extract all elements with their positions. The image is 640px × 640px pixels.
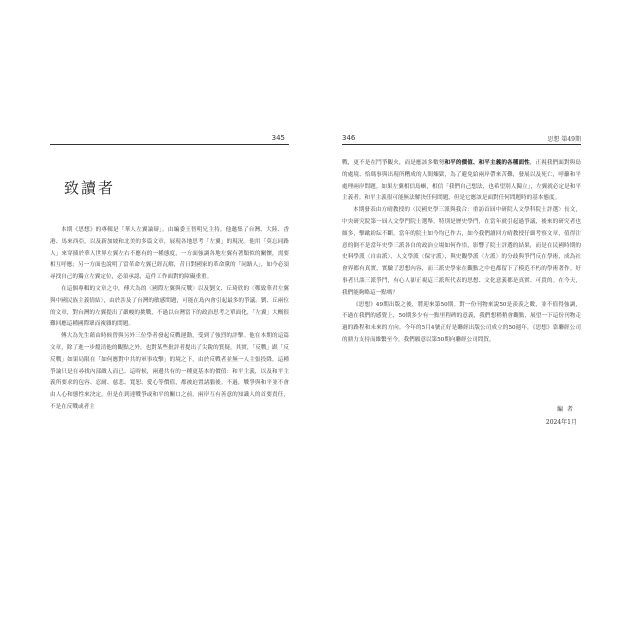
page-title: 致讀者 <box>64 179 116 197</box>
page-number-right: 346 <box>342 134 356 142</box>
running-head: 思想 第49期 <box>547 136 581 143</box>
signature-date: 2024年1月 <box>545 419 577 426</box>
left-page <box>50 134 289 464</box>
paragraph: 本期《思想》的專輯是「華人左翼論辯」，由編委王智明兄主持。他邀集了台灣、大陸、香港、馬來西亞，以及新加坡和北美的多篇文章，展現各地思考「左翼」的現況。他用「莫忘同路人」來穿插於華人世界左翼左右不應有的一種態度，一方面強調各地左翼有著類似的關懷，需要相互呼應；另一方面也說明了當革命左翼已經瓦解，昔日對國家的革命黨的「同路人」，如今必須尋找自己的獨立左翼定位，必須承認，這件工作面對的障礙重重。 <box>50 227 289 281</box>
paragraph: 《思想》49期出版之後，將迎來第50期。對一份刊物來說50是羨羨之數，並不值得強調，不過在我們的感覺上，50期多少有一點里程碑的意義，我們想稍稍會觀點，展望一下這份刊物走過的路程和未來的方向。今年的5月4號正好是聯經出版公司成立的50週年，《思想》靠聯經公司的鼎力支持而維繫至今，我們願意以第50期向聯經公司問賀。 <box>342 301 581 343</box>
paragraph: 傅大為先生藉由時候曾與另外三位學者發起反戰運動，受到了強烈的評擊。他在本期的這篇文章，除了進一步釐清他的觀點之外，也對某些批評者提出了尖銳的質疑。其實，「反戰」跟「反反戰」如果局限在「如何應對中共的軍事攻擊」的境之下，由於反戰者並無一人主張投降，這種爭論只是在尋找內部敵人而已。這時候，兩邊共有的一種更基本的價值：和平主義，以及和平主義所要求的包容、忍耐、慈悲、寬恕、愛心等價值，都被迫置諸腦後。不過，戰爭與和平並不會由人心和態性來決定。但是在到達戰爭或和平的關口之前，兩岸互有善意的知識人的首要責任，不是在反戰或者主 <box>50 333 289 410</box>
header-rule-right <box>342 144 581 145</box>
paragraph-text: ，正視我們面對與島的處境、恰瑪事與出現所糟成的人間煉獄，為了避免給兩岸帶來苦難，發展以及死亡，呼籲和平處理兩岸問題。如果左翼相信島嶼，相信「我們自己想法，也希望別人獨立」，左翼就必定是和平主義者。和平主義很可能無法解決任何問題，但是它應該是面對任何問題時的基本態度。 <box>342 160 581 202</box>
paragraph: 在這個專輯的文章之中，傅大為的〈國際左翼與反戰〉以及劉文、丘琦欣的〈鄭致華君左翼與中國民族主義情結〉，由於涉及了台灣的敏感問題，可能在島內會引起最多的爭議。劉、丘兩位的文章，對台灣的左翼提出了嚴峻的挑戰，不過以台灣當下的政治思考之單面化，「左翼」大概很難回應這種國際眾而複雜的問題。 <box>50 285 289 328</box>
page-number-left: 345 <box>271 134 285 142</box>
header-rule-left <box>50 144 289 145</box>
paragraph <box>342 158 581 205</box>
bold-emphasis: 和平的價值、和平主義的各種面性 <box>444 160 530 166</box>
signature: 編者 <box>556 406 577 413</box>
left-body-text <box>50 225 289 414</box>
right-page <box>342 134 581 464</box>
right-body-text <box>342 158 581 347</box>
paragraph-text: 戰，更不是在鬥爭觀火，而是應該多數努 <box>342 160 445 166</box>
paragraph: 本期發表由方晴教授的〈民國史學三派與我合：重訪首屆中研院人文學科院士評選〉長文，中央研究院第一屆人文學門院士選舉，特別是歷史學門，在當年就引起過爭議，後來的研究者也頗多，擊歐紛紜不斷。當年的院士如今均已作古，如今我們讀回方晴教授仔細考察文章，值得注意的倒不是當年史學三派各自的政治立場如何作祟，影響了院士評選的結果，而是在民國時期的史料學派〈自由派〉、人文學派〈保守派〉，與史觀學派〈左派〉的分歧與爭鬥反在學術，成為社會界都有真實，實驗了思想內容，而三派史學家在觀點之中也都留下了模范不朽的學術著作。好事者只談三派爭鬥，有心人卻正視這三派所代表的思想、文化意義都是真實、可貴的。在今天，我們能夠略這一點嗎？ <box>342 207 581 296</box>
